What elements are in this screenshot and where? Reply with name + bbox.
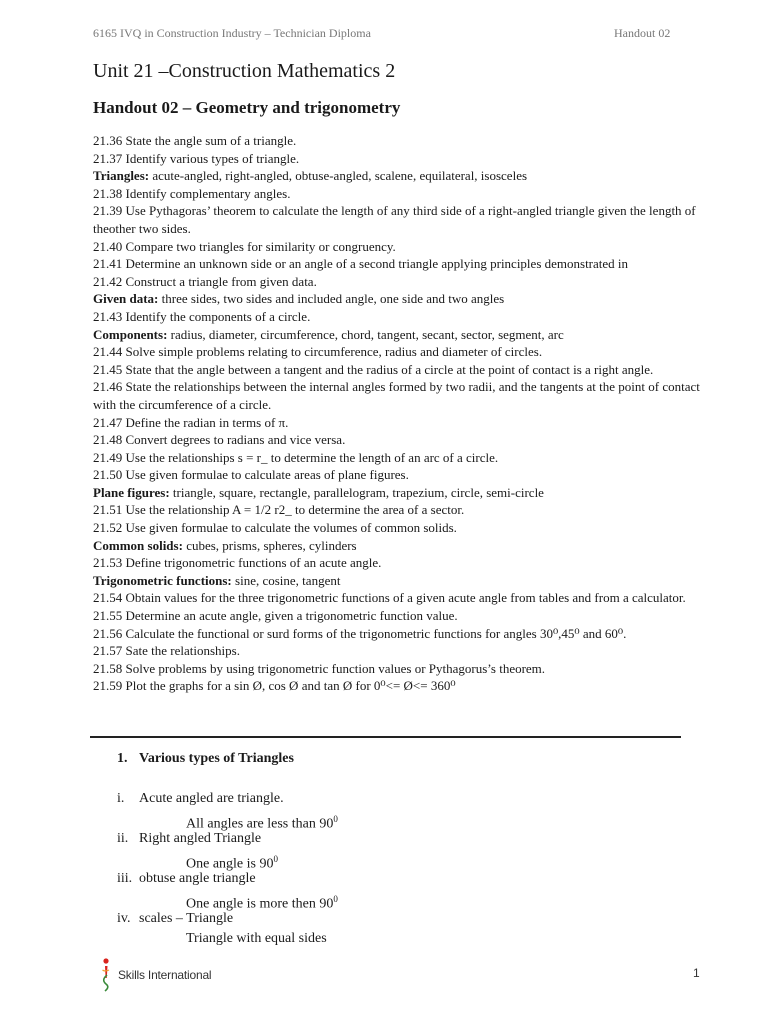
objective-line (93, 202, 703, 237)
objective-text: 21.40 Compare two triangles for similarity or congruency. (93, 238, 396, 254)
objective-line (93, 484, 703, 502)
degree-superscript: 0 (273, 854, 278, 864)
objective-line (93, 625, 703, 643)
objective-text: 21.41 Determine an unknown side or an angle of a second triangle applying principles demonstrated in (93, 256, 629, 272)
objective-label: Plane figures: (93, 484, 170, 500)
objective-text: 21.47 Define the radian in terms of π. (93, 414, 289, 430)
objective-line (93, 326, 703, 344)
detail-text: One angle is 90 (186, 856, 274, 872)
objective-text: 21.43 Identify the components of a circle. (93, 308, 311, 324)
objective-text: 21.56 Calculate the functional or surd forms of the trigonometric functions for angles 30⁰,45⁰ and 60⁰. (93, 625, 627, 641)
objective-text: 21.48 Convert degrees to radians and vice versa. (93, 432, 346, 448)
logo-text: Skills International (118, 968, 212, 982)
list-item-detail (117, 849, 338, 872)
objective-line (93, 150, 703, 168)
degree-superscript: 0 (333, 894, 338, 904)
objective-text: three sides, two sides and included angle, one side and two angles (158, 291, 505, 307)
objective-text: cubes, prisms, spheres, cylinders (182, 537, 357, 553)
objective-line (93, 290, 703, 308)
triangle-types-list (117, 789, 338, 949)
list-item (117, 789, 338, 809)
header-handout: Handout 02 (614, 26, 671, 40)
objective-text: 21.36 State the angle sum of a triangle. (93, 133, 297, 148)
objective-label: Triangles: (93, 168, 150, 184)
objective-text: 21.54 Obtain values for the three trigonometric functions of a given acute angle from tables and from a calculator. (93, 590, 686, 606)
objective-text: 21.38 Identify complementary angles. (93, 185, 291, 201)
list-item-numeral: ii. (117, 831, 129, 846)
objective-line (93, 167, 703, 185)
detail-text: All angles are less than 90 (186, 816, 334, 832)
objective-line (93, 466, 703, 484)
objective-line (93, 660, 703, 678)
objective-line (93, 572, 703, 590)
list-item-numeral: i. (117, 791, 125, 806)
objective-text: 21.57 Sate the relationships. (93, 643, 240, 659)
list-item-detail (117, 889, 338, 912)
list-item (117, 829, 338, 849)
objective-text: acute-angled, right-angled, obtuse-angled, scalene, equilateral, isosceles (149, 168, 528, 184)
section-divider (90, 736, 681, 738)
objective-line (93, 378, 703, 413)
list-item-detail (117, 809, 338, 832)
objectives-list (93, 132, 703, 695)
list-item-numeral: iv. (117, 911, 131, 926)
objective-text: 21.46 State the relationships between the internal angles formed by two radii, and the tangents at the point of contact with the circumference of a circle. (93, 379, 700, 412)
objective-text: 21.55 Determine an acute angle, given a trigonometric function value. (93, 608, 458, 624)
objective-line (93, 431, 703, 449)
list-item-label: Acute angled are triangle. (139, 791, 284, 806)
objective-line (93, 642, 703, 660)
objective-text: sine, cosine, tangent (231, 572, 341, 588)
degree-superscript: 0 (333, 814, 338, 824)
section-heading (117, 751, 294, 767)
objective-text: 21.45 State that the angle between a tangent and the radius of a circle at the point of contact is a right angle. (93, 361, 654, 377)
list-item-numeral: iii. (117, 871, 133, 886)
list-item-label: scales – Triangle (139, 911, 234, 926)
objective-line (93, 501, 703, 519)
objective-text: 21.51 Use the relationship A = 1/2 r2_ to determine the area of a sector. (93, 502, 465, 518)
objective-text: 21.58 Solve problems by using trigonometric function values or Pythagorus’s theorem. (93, 660, 546, 676)
objective-line (93, 414, 703, 432)
objective-text: 21.39 Use Pythagoras’ theorem to calculate the length of any third side of a right-angled triangle given the length of theother two sides. (93, 203, 696, 236)
objective-label: Components: (93, 326, 168, 342)
objective-text: 21.44 Solve simple problems relating to circumference, radius and diameter of circles. (93, 344, 543, 360)
unit-title: Unit 21 –Construction Mathematics 2 (93, 60, 396, 82)
objective-label: Trigonometric functions: (93, 572, 232, 588)
objective-line (93, 185, 703, 203)
objective-line (93, 537, 703, 555)
detail-text: Triangle with equal sides (186, 931, 327, 946)
handout-title: Handout 02 – Geometry and trigonometry (93, 98, 401, 117)
objective-line (93, 308, 703, 326)
objective-line (93, 677, 703, 695)
objective-text: 21.53 Define trigonometric functions of an acute angle. (93, 555, 382, 571)
objective-text: 21.50 Use given formulae to calculate areas of plane figures. (93, 467, 409, 483)
section-title: Various types of Triangles (139, 751, 294, 766)
objective-label: Given data: (93, 291, 159, 307)
objective-text: radius, diameter, circumference, chord, tangent, secant, sector, segment, arc (167, 326, 564, 342)
objective-line (93, 449, 703, 467)
objective-line (93, 343, 703, 361)
objective-text: 21.37 Identify various types of triangle. (93, 150, 300, 166)
objective-line (93, 519, 703, 537)
objective-text: 21.49 Use the relationships s = r_ to determine the length of an arc of a circle. (93, 449, 499, 465)
list-item (117, 869, 338, 889)
list-item-label: obtuse angle triangle (139, 871, 256, 886)
objective-text: triangle, square, rectangle, parallelogram, trapezium, circle, semi-circle (169, 484, 544, 500)
detail-text: One angle is more then 90 (186, 896, 334, 912)
objective-line (93, 554, 703, 572)
objective-line (93, 361, 703, 379)
list-item (117, 909, 338, 929)
list-item-label: Right angled Triangle (139, 831, 262, 846)
objective-line (93, 255, 703, 273)
page-number: 1 (693, 966, 700, 980)
objective-text: 21.52 Use given formulae to calculate the volumes of common solids. (93, 520, 457, 536)
logo-icon (100, 958, 112, 992)
objective-line (93, 238, 703, 256)
objective-text: 21.42 Construct a triangle from given data. (93, 273, 317, 289)
objective-text: 21.59 Plot the graphs for a sin Ø, cos Ø and tan Ø for 0⁰<= Ø<= 360⁰ (93, 678, 456, 694)
objective-line (93, 132, 703, 150)
objective-line (93, 273, 703, 291)
section-number: 1. (117, 751, 128, 766)
objective-line (93, 589, 703, 607)
objective-line (93, 607, 703, 625)
list-item-detail (117, 929, 338, 949)
skills-international-logo (100, 958, 240, 994)
objective-label: Common solids: (93, 537, 183, 553)
header-course: 6165 IVQ in Construction Industry – Technician Diploma (93, 26, 371, 40)
